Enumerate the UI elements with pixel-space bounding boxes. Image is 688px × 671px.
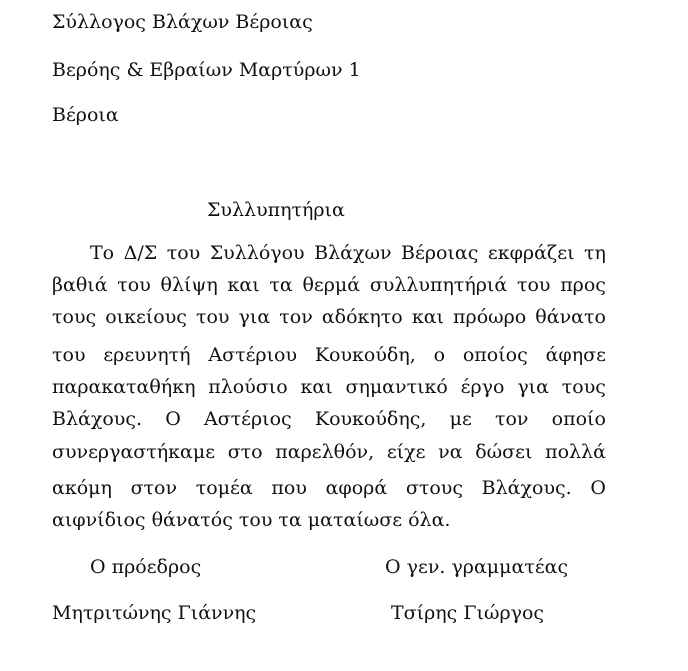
body-word: είχε bbox=[386, 441, 426, 463]
body-line-2 bbox=[52, 273, 606, 297]
body-word: και bbox=[300, 376, 333, 398]
body-line-3 bbox=[52, 305, 606, 329]
body-word: οποίος bbox=[462, 344, 528, 366]
body-word: Ο bbox=[590, 477, 606, 499]
body-word: να bbox=[438, 441, 463, 463]
body-word: θλίψη bbox=[160, 274, 218, 296]
body-word: πολλά bbox=[545, 441, 606, 463]
body-word: τα bbox=[269, 274, 293, 296]
body-word: αδόκητο bbox=[321, 306, 403, 328]
secretary-role: Ο γεν. γραμματέας bbox=[385, 556, 569, 578]
body-word: Δ/Σ bbox=[123, 242, 158, 264]
body-line-5 bbox=[52, 375, 606, 399]
body-word: στους bbox=[405, 477, 463, 499]
body-word: Ο bbox=[165, 408, 181, 430]
body-word: θάνατο bbox=[535, 306, 606, 328]
body-line-1 bbox=[90, 241, 606, 265]
body-word: τομέα bbox=[195, 477, 253, 499]
body-word: τους bbox=[561, 376, 606, 398]
body-word: ακόμη bbox=[52, 477, 112, 499]
body-word: οποίο bbox=[551, 408, 606, 430]
body-word: που bbox=[271, 477, 307, 499]
body-line-6 bbox=[52, 407, 606, 431]
body-word: πλούσιο bbox=[208, 376, 288, 398]
body-word: τη bbox=[584, 242, 606, 264]
body-word: του bbox=[52, 344, 86, 366]
body-word: παρελθόν, bbox=[275, 441, 375, 463]
body-word: Συλλόγου bbox=[209, 242, 305, 264]
sender-name: Σύλλογος Βλάχων Βέροιας bbox=[52, 11, 313, 33]
body-line-9: αιφνίδιος θάνατός του τα ματαίωσε όλα. bbox=[52, 509, 451, 531]
body-word: αφορά bbox=[325, 477, 388, 499]
body-word: ερευνητή bbox=[103, 344, 191, 366]
president-name: Μητριτώνης Γιάννης bbox=[52, 602, 257, 624]
body-word: Βλάχων bbox=[314, 242, 392, 264]
body-word: του bbox=[117, 274, 151, 296]
body-word: για bbox=[517, 376, 549, 398]
body-word: προς bbox=[560, 274, 606, 296]
body-word: πρόωρο bbox=[453, 306, 527, 328]
body-word: θερμά bbox=[302, 274, 361, 296]
body-word: συνεργαστήκαμε bbox=[52, 441, 216, 463]
body-word: Αστέριου bbox=[208, 344, 298, 366]
body-word: σημαντικό bbox=[345, 376, 448, 398]
body-word: του bbox=[195, 306, 230, 328]
body-word: παρακαταθήκη bbox=[52, 376, 196, 398]
body-word: βαθιά bbox=[52, 274, 108, 296]
body-word: τον bbox=[494, 408, 529, 430]
letter-title: Συλλυπητήρια bbox=[207, 199, 345, 221]
sender-city: Βέροια bbox=[52, 104, 119, 126]
body-line-8 bbox=[52, 476, 606, 500]
body-word: στον bbox=[130, 477, 178, 499]
body-word: του bbox=[516, 274, 551, 296]
body-word: Αστέριος bbox=[203, 408, 292, 430]
body-word: και bbox=[411, 306, 444, 328]
body-word: τους bbox=[52, 306, 97, 328]
body-word: δώσει bbox=[475, 441, 533, 463]
body-word: Βλάχους. bbox=[481, 477, 572, 499]
body-word: και bbox=[227, 274, 260, 296]
body-word: ο bbox=[433, 344, 446, 366]
body-word: εκφράζει bbox=[487, 242, 575, 264]
body-word: έργο bbox=[460, 376, 505, 398]
body-word: Κουκούδη, bbox=[314, 344, 416, 366]
body-word: Κουκούδης, bbox=[314, 408, 427, 430]
body-word: Το bbox=[90, 242, 115, 264]
body-line-4 bbox=[52, 343, 606, 367]
body-word: Βέροιας bbox=[401, 242, 479, 264]
body-word: Βλάχους. bbox=[52, 408, 143, 430]
sender-street: Βερόης & Εβραίων Μαρτύρων 1 bbox=[52, 59, 361, 81]
body-word: για bbox=[238, 306, 271, 328]
body-word: οικείους bbox=[105, 306, 187, 328]
body-word: του bbox=[166, 242, 201, 264]
body-word: άφησε bbox=[545, 344, 606, 366]
body-word: συλλυπητήριά bbox=[369, 274, 508, 296]
body-word: με bbox=[449, 408, 472, 430]
body-line-7 bbox=[52, 440, 606, 464]
secretary-name: Τσίρης Γιώργος bbox=[391, 602, 545, 624]
body-word: στο bbox=[227, 441, 263, 463]
president-role: Ο πρόεδρος bbox=[90, 556, 202, 578]
body-word: τον bbox=[279, 306, 313, 328]
